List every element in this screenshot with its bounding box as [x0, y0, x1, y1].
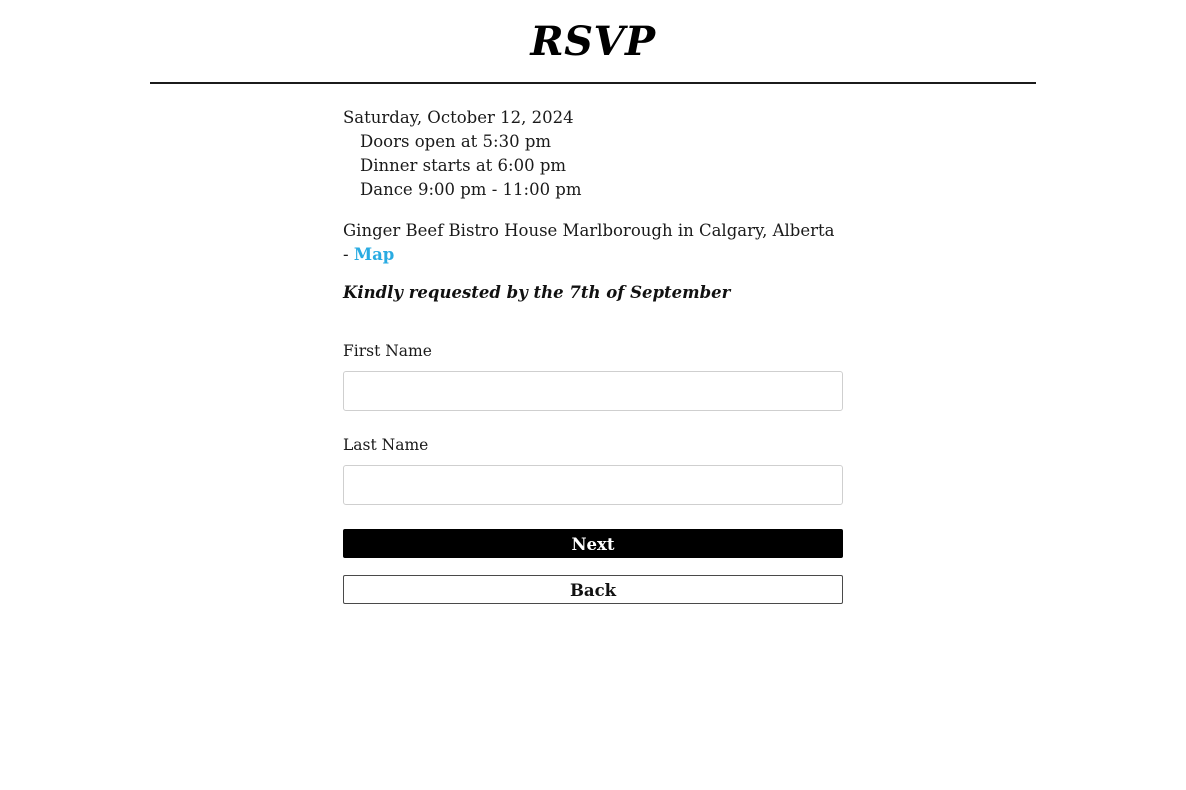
page-title: RSVP — [530, 18, 656, 65]
rsvp-form — [343, 341, 843, 604]
last-name-label: Last Name — [343, 436, 429, 454]
map-link[interactable]: Map — [353, 245, 395, 264]
last-name-field-group — [343, 435, 843, 505]
first-name-input[interactable] — [343, 371, 843, 411]
event-dance-time: Dance 9:00 pm - 11:00 pm — [360, 180, 582, 199]
rsvp-deadline: Kindly requested by the 7th of September — [343, 283, 731, 302]
back-button[interactable]: Back — [343, 575, 843, 604]
content-column — [343, 84, 843, 604]
venue-text: Ginger Beef Bistro House Marlborough in Calgary, Alberta - — [343, 221, 835, 264]
event-doors-open: Doors open at 5:30 pm — [360, 132, 552, 151]
page-header — [0, 0, 1186, 66]
first-name-field-group — [343, 341, 843, 411]
first-name-label: First Name — [343, 342, 432, 360]
venue-line — [343, 219, 843, 267]
event-date: Saturday, October 12, 2024 — [343, 108, 574, 127]
next-button[interactable]: Next — [343, 529, 843, 558]
last-name-input[interactable] — [343, 465, 843, 505]
event-dinner-start: Dinner starts at 6:00 pm — [360, 156, 567, 175]
event-details — [343, 106, 843, 202]
